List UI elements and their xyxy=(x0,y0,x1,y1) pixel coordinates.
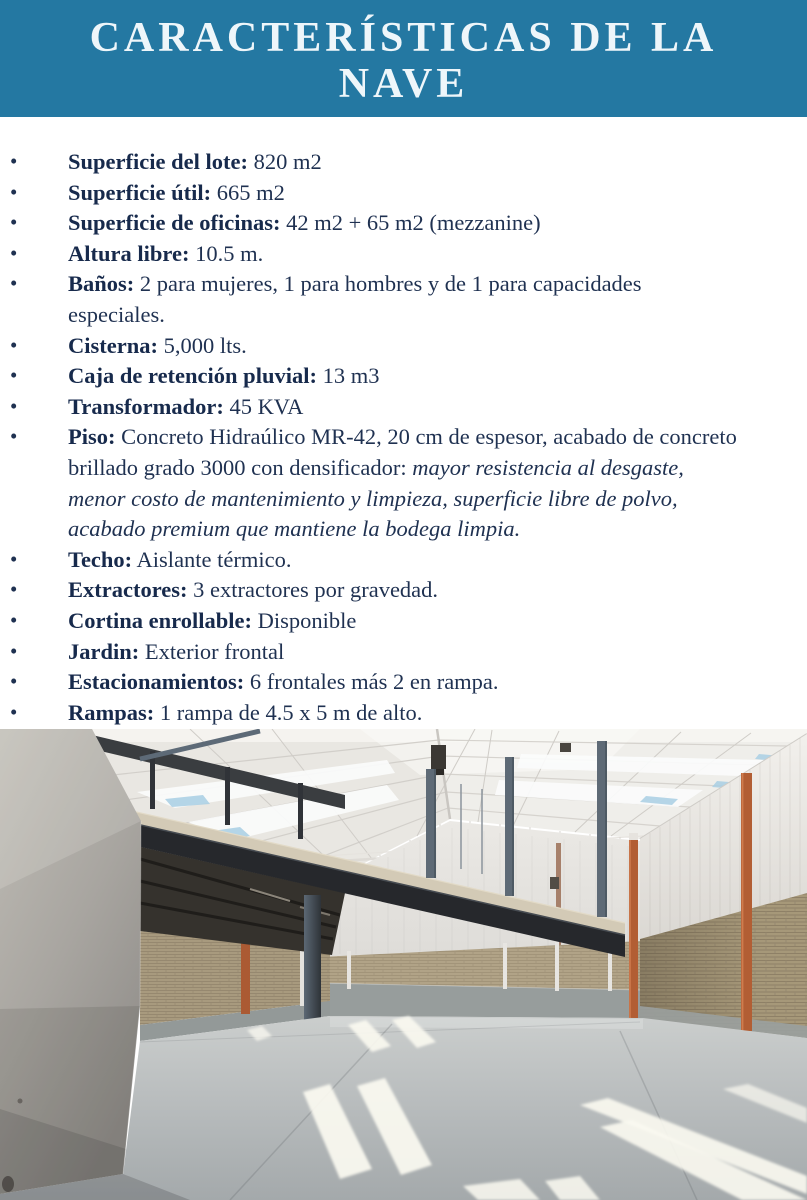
feature-label: Piso: xyxy=(68,424,116,450)
feature-item xyxy=(0,545,740,576)
feature-item xyxy=(0,331,740,362)
feature-text: Altura libre: 10.5 m. xyxy=(68,240,264,266)
warehouse-photo xyxy=(0,729,807,1200)
bullet-icon: • xyxy=(10,240,18,265)
feature-item xyxy=(0,269,740,330)
bullet-icon: • xyxy=(10,669,18,694)
feature-text: Extractores: 3 extractores por gravedad. xyxy=(68,577,439,603)
bullet-icon: • xyxy=(10,271,18,296)
bullet-icon: • xyxy=(10,699,18,724)
feature-text: Estacionamientos: 6 frontales más 2 en rampa. xyxy=(68,669,499,695)
wall-stain xyxy=(2,1176,14,1192)
feature-text: Jardin: Exterior frontal xyxy=(68,638,285,664)
title-band xyxy=(0,0,807,117)
page-title xyxy=(0,0,807,107)
feature-item xyxy=(0,667,740,698)
feature-item xyxy=(0,637,740,668)
bullet-icon: • xyxy=(10,332,18,357)
bullet-icon: • xyxy=(10,210,18,235)
corner-column-cap xyxy=(629,833,638,841)
feature-text: Superficie de oficinas: 42 m2 + 65 m2 (mezzanine) xyxy=(68,210,541,236)
feature-label: Jardin: xyxy=(68,638,140,664)
bullet-icon: • xyxy=(10,179,18,204)
feature-text: Baños: 2 para mujeres, 1 para hombres y de 1 para capacidades especiales. xyxy=(68,271,642,327)
features-section xyxy=(0,117,807,728)
feature-label: Superficie útil: xyxy=(68,179,212,205)
feature-item xyxy=(0,392,740,423)
bullet-icon: • xyxy=(10,363,18,388)
feature-text: Transformador: 45 KVA xyxy=(68,393,304,419)
feature-label: Superficie del lote: xyxy=(68,149,248,174)
feature-label: Rampas: xyxy=(68,699,155,725)
feature-text: Cisterna: 5,000 lts. xyxy=(68,332,247,358)
page-title-line1: CARACTERÍSTICAS DE LA xyxy=(89,15,718,61)
feature-label: Caja de retención pluvial: xyxy=(68,363,317,389)
feature-text: Superficie útil: 665 m2 xyxy=(68,179,285,205)
feature-item xyxy=(0,239,740,270)
feature-label: Cisterna: xyxy=(68,332,158,358)
orange-column xyxy=(241,934,250,1014)
feature-label: Techo: xyxy=(68,546,133,572)
page-title-line2: NAVE xyxy=(338,61,469,107)
features-list xyxy=(0,117,807,728)
feature-label: Cortina enrollable: xyxy=(68,607,252,633)
warehouse-photo-illustration xyxy=(0,729,807,1200)
mezzanine-brace xyxy=(298,783,303,839)
mezzanine-brace xyxy=(225,767,230,825)
mezzanine-brace xyxy=(150,751,155,809)
bullet-icon: • xyxy=(10,424,18,449)
feature-label: Extractores: xyxy=(68,577,188,603)
feature-item xyxy=(0,606,740,637)
feature-text: Cortina enrollable: Disponible xyxy=(68,607,357,633)
feature-text: Techo: Aislante térmico. xyxy=(68,546,292,572)
roof-fixture-icon xyxy=(560,743,571,752)
feature-label: Superficie de oficinas: xyxy=(68,210,281,236)
feature-item xyxy=(0,698,740,729)
bullet-icon: • xyxy=(10,393,18,418)
photo-foreground-wall xyxy=(0,729,141,1194)
bullet-icon: • xyxy=(10,149,18,173)
feature-item xyxy=(0,178,740,209)
feature-text: Piso: Concreto Hidraúlico MR-42, 20 cm de espesor, acabado de concreto brillado grado 3000 con densificador: mayor resistencia al desgaste, menor costo de mantenimiento y limpieza, superficie libre de polvo, acabado premium que mantiene la bodega limpia. xyxy=(68,424,737,542)
feature-item xyxy=(0,147,740,178)
feature-item xyxy=(0,422,740,544)
far-wall-post xyxy=(555,941,559,991)
bullet-icon: • xyxy=(10,638,18,663)
feature-text: Rampas: 1 rampa de 4.5 x 5 m de alto. xyxy=(68,699,423,725)
feature-label: Estacionamientos: xyxy=(68,669,245,695)
feature-label: Altura libre: xyxy=(68,240,190,266)
feature-item xyxy=(0,575,740,606)
feature-text: Caja de retención pluvial: 13 m3 xyxy=(68,363,380,389)
feature-label: Baños: xyxy=(68,271,135,297)
far-wall-post xyxy=(503,943,507,989)
far-wall-box-icon xyxy=(550,877,559,889)
left-wall-post xyxy=(300,950,304,1006)
bullet-icon: • xyxy=(10,607,18,632)
far-wall-post xyxy=(347,951,351,989)
feature-text: Superficie del lote: 820 m2 xyxy=(68,149,322,174)
bullet-icon: • xyxy=(10,577,18,602)
roof-extractor-icon xyxy=(431,745,446,769)
wall-stain xyxy=(18,1099,23,1104)
bullet-icon: • xyxy=(10,546,18,571)
feature-label: Transformador: xyxy=(68,393,224,419)
feature-item xyxy=(0,361,740,392)
feature-value-italic: mayor resistencia al desgaste, menor costo de mantenimiento y limpieza, superficie libre de polvo, acabado premium que mantiene la bodega limpia. xyxy=(68,454,684,542)
feature-item xyxy=(0,208,740,239)
